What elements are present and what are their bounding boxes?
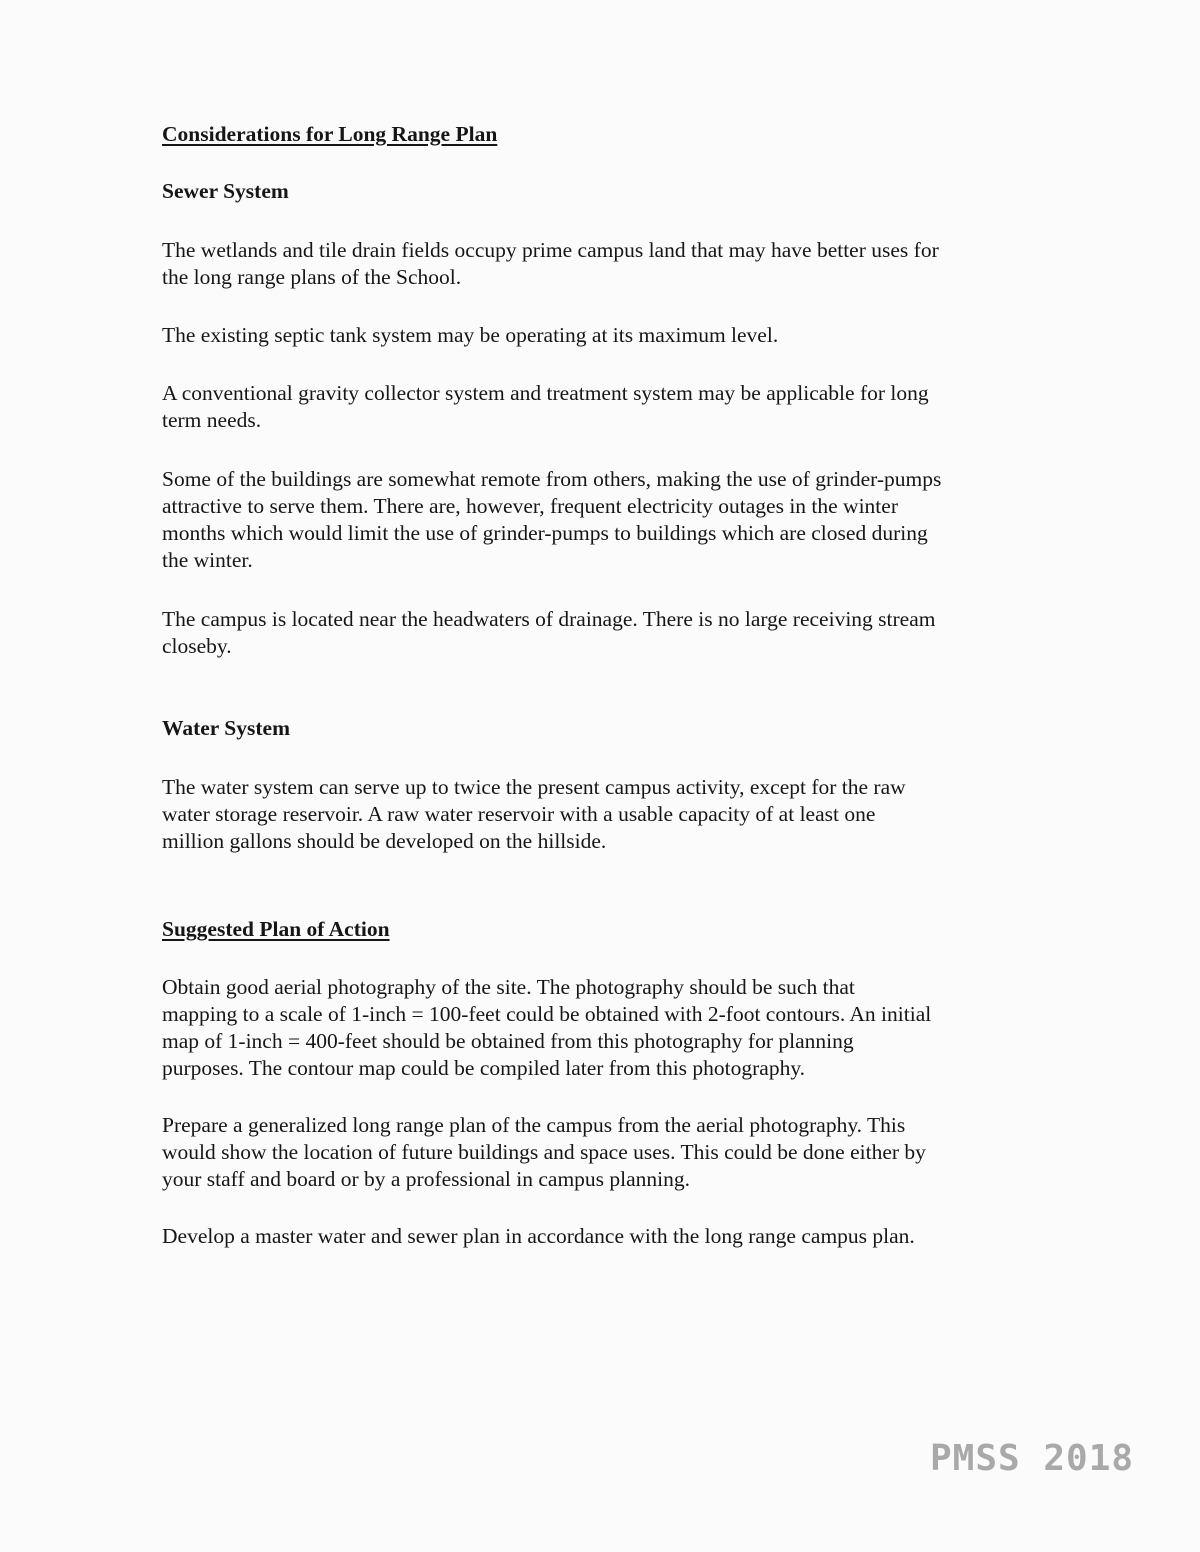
sewer-paragraph-5: [162, 606, 935, 660]
text-line: term needs.: [162, 408, 262, 432]
sewer-paragraph-1: [162, 237, 939, 291]
text-line: closeby.: [162, 634, 232, 658]
text-line: The campus is located near the headwaters of drainage. There is no large receiving stream: [162, 607, 936, 631]
action-paragraph-1: [162, 974, 931, 1082]
water-paragraph-1: [162, 774, 906, 855]
sewer-heading: Sewer System: [162, 179, 289, 203]
text-line: the winter.: [162, 548, 253, 572]
action-paragraph-3: [162, 1223, 915, 1250]
text-line: million gallons should be developed on the hillside.: [162, 829, 607, 853]
text-line: map of 1-inch = 400-feet should be obtained from this photography for planning: [162, 1029, 854, 1053]
action-paragraph-2: [162, 1112, 926, 1193]
text-line: Develop a master water and sewer plan in accordance with the long range campus plan.: [162, 1224, 915, 1248]
text-line: The existing septic tank system may be operating at its maximum level.: [162, 323, 779, 347]
sewer-paragraph-3: [162, 380, 929, 434]
text-line: Obtain good aerial photography of the site. The photography should be such that: [162, 975, 855, 999]
sewer-paragraph-2: [162, 322, 778, 349]
text-line: months which would limit the use of grinder-pumps to buildings which are closed during: [162, 521, 928, 545]
text-line: Some of the buildings are somewhat remote from others, making the use of grinder-pumps: [162, 467, 942, 491]
text-line: purposes. The contour map could be compiled later from this photography.: [162, 1056, 806, 1080]
text-line: The water system can serve up to twice the present campus activity, except for the raw: [162, 775, 906, 799]
document-title: Considerations for Long Range Plan: [162, 122, 498, 146]
text-line: your staff and board or by a professional in campus planning.: [162, 1167, 691, 1191]
text-line: would show the location of future buildings and space uses. This could be done either by: [162, 1140, 926, 1164]
sewer-paragraph-4: [162, 466, 941, 574]
text-line: water storage reservoir. A raw water reservoir with a usable capacity of at least one: [162, 802, 876, 826]
text-line: mapping to a scale of 1-inch = 100-feet could be obtained with 2-foot contours. An initial: [162, 1002, 932, 1026]
text-line: The wetlands and tile drain fields occupy prime campus land that may have better uses for: [162, 238, 939, 262]
text-line: A conventional gravity collector system and treatment system may be applicable for long: [162, 381, 929, 405]
water-heading: Water System: [162, 716, 290, 740]
text-line: Prepare a generalized long range plan of the campus from the aerial photography. This: [162, 1113, 906, 1137]
text-line: attractive to serve them. There are, however, frequent electricity outages in the winter: [162, 494, 898, 518]
watermark: PMSS 2018: [930, 1438, 1135, 1479]
action-heading: Suggested Plan of Action: [162, 917, 390, 941]
text-line: the long range plans of the School.: [162, 265, 462, 289]
